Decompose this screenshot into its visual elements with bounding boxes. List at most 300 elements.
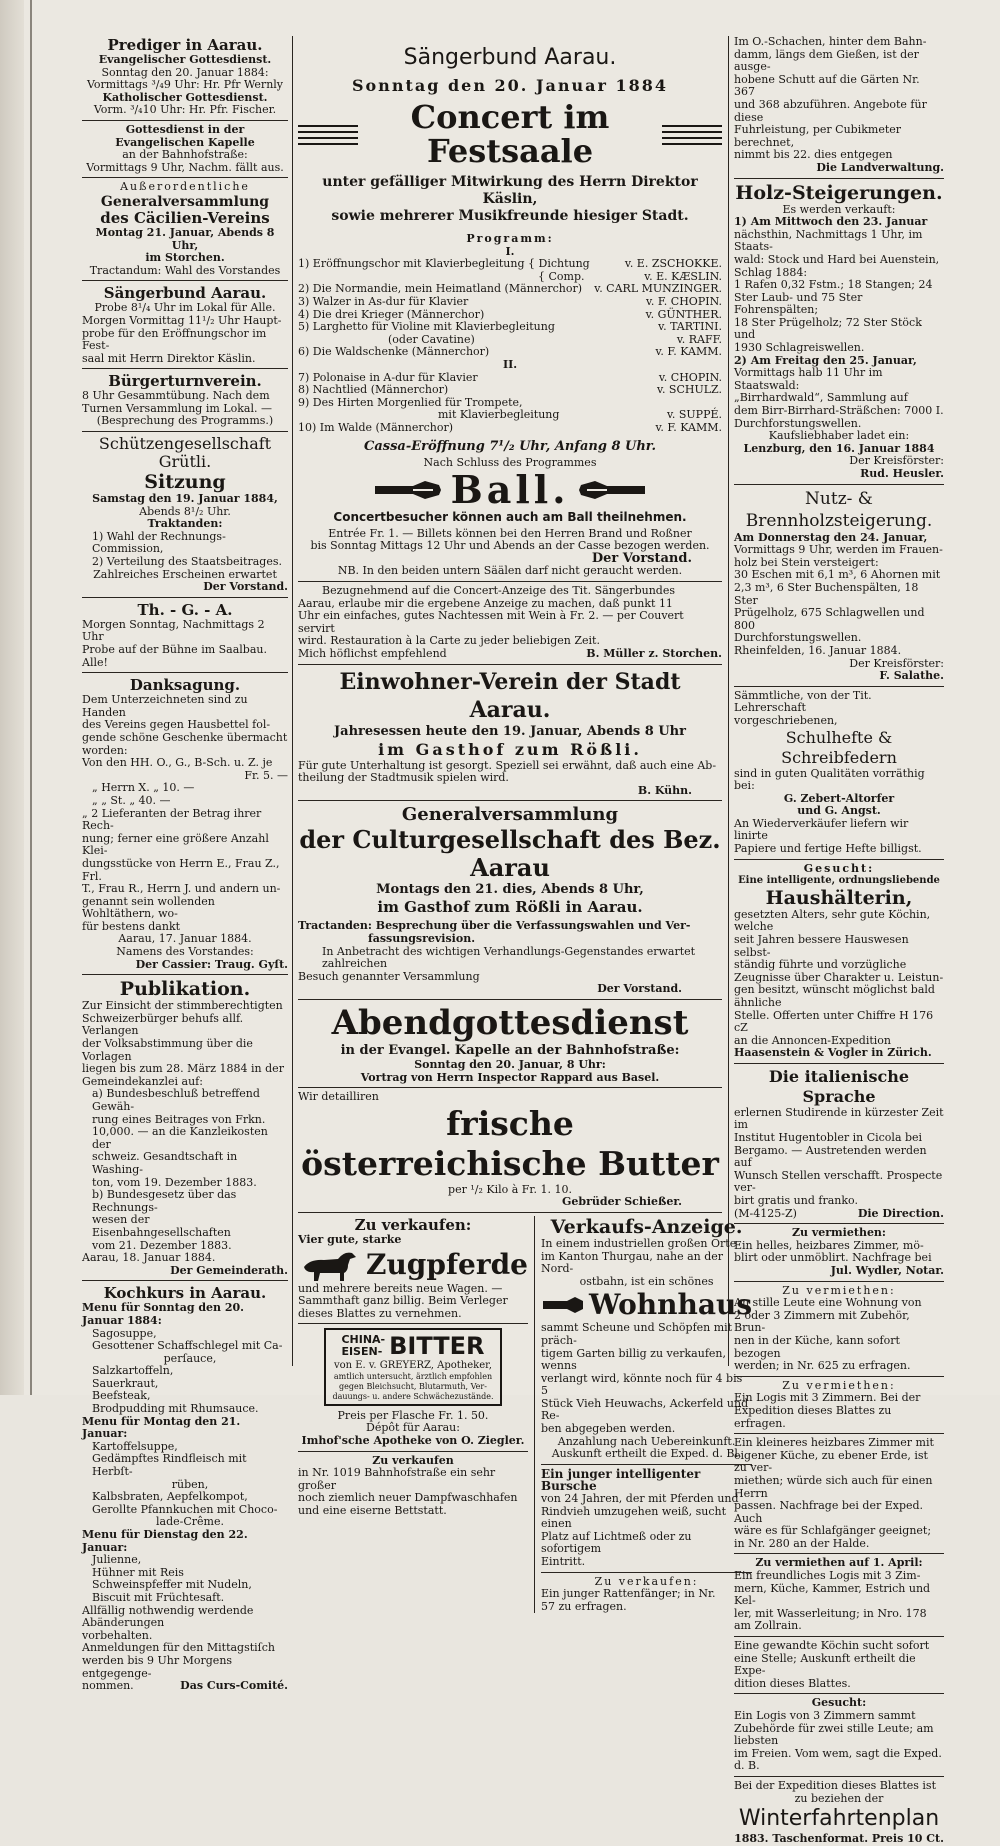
program-item-composer: v. E. KÆSLIN. xyxy=(644,269,722,283)
ad-line: Ster Laub- und 75 Ster Fohrenspälten; xyxy=(734,290,863,317)
ad-line: Ein Logis mit 3 Zimmern. Bei der xyxy=(734,1391,921,1405)
page-binding-edge xyxy=(0,0,24,1395)
ad-line: zu beziehen der xyxy=(794,1791,884,1805)
ad-line: dungsstücke von Herrn E., Frau Z., Frl. xyxy=(82,856,280,883)
ad-line: ben abgegeben werden. xyxy=(540,1422,676,1436)
menu-heading: Menu für Dienstag den 22. Januar: xyxy=(82,1528,248,1554)
ad-line: Aarau, 18. Januar 1884. xyxy=(82,1251,216,1265)
ad-line: Von den HH. O., G., B-Sch. u. Z. je xyxy=(82,756,273,770)
ad-line: Kaufsliebhaber ladet ein: xyxy=(768,429,910,443)
ad-line: damm, längs dem Gießen, ist der ausge- xyxy=(734,47,919,74)
ad-line: Vier gute, starke xyxy=(298,1232,402,1246)
program-item-title: 5) Larghetto für Violine mit Klavierbegleitung xyxy=(298,320,555,334)
program-item-composer: v. SCHULZ. xyxy=(657,383,722,397)
ad-line: im Storchen. xyxy=(145,251,225,265)
ad-line: wald: Stock und Hard bei Auenstein, xyxy=(734,252,940,266)
ad-line: dauungs- u. andere Schwächezustände. xyxy=(332,1391,494,1401)
menu-item: Brodpudding mit Rhumsauce. xyxy=(92,1402,259,1416)
ad-culturgesellschaft xyxy=(298,804,722,996)
ad-line: und eine eiserne Bettstatt. xyxy=(298,1503,447,1517)
program-item xyxy=(298,422,722,435)
ad-line: Montag 21. Januar, Abends 8 Uhr, xyxy=(95,225,275,252)
ad-line: (M-4125-Z) xyxy=(734,1206,797,1220)
ad-storchen xyxy=(298,585,722,661)
menu-items-sunday xyxy=(82,1328,288,1416)
ad-title: Generalversammlung xyxy=(401,804,619,826)
ad-line: amtlich untersucht, ärztlich empfohlen xyxy=(333,1371,493,1381)
program-item-composer: v. E. ZSCHOKKE. xyxy=(624,257,722,271)
ad-line: Jahresessen heute den 19. Januar, Abends 8 Uhr xyxy=(334,723,686,739)
ad-bursche xyxy=(541,1468,752,1569)
ad-line: Tractandum: Wahl des Vorstandes xyxy=(89,263,281,277)
ad-line: Concertbesucher können auch am Ball theilnehmen. xyxy=(333,510,687,525)
menu-heading: Menu für Sonntag den 20. Januar 1884: xyxy=(82,1301,245,1327)
ad-line: Am Donnerstag den 24. Januar, xyxy=(734,530,928,544)
ad-line: mern, Küche, Kammer, Estrich und Kel- xyxy=(734,1581,931,1608)
ad-line: Ein Logis von 3 Zimmern sammt xyxy=(734,1709,916,1722)
ad-concert xyxy=(298,44,722,578)
ad-line: Der Kreisförster: xyxy=(849,656,944,670)
menu-item: perſauce, xyxy=(163,1351,217,1365)
concert-title: Concert im Festsaale xyxy=(410,98,610,170)
ad-line: Turnen Versammlung im Lokal. — xyxy=(82,401,272,415)
ad-signature: Der Vorstand. xyxy=(203,580,288,594)
ad-line: in der Evangel. Kapelle an der Bahnhofstraße: xyxy=(340,1042,680,1058)
ad-line: vom 21. Dezember 1883. xyxy=(92,1238,232,1252)
ad-line: und G. Angst. xyxy=(797,804,881,818)
ad-line: 18 Ster Prügelholz; 72 Ster Stöck und xyxy=(734,315,922,342)
ad-line: Durchforstungswellen. xyxy=(734,631,862,645)
ad-winterfahrtenplan xyxy=(734,1780,944,1846)
ad-line: Vormittags 9 Uhr, Nachm. fällt aus. xyxy=(86,160,284,174)
ad-line: nächsthin, Nachmittags 1 Uhr, im Staats- xyxy=(734,227,923,254)
ad-butter xyxy=(298,1091,722,1209)
ad-line: ostbahn, ist ein schönes xyxy=(579,1274,714,1288)
ad-line: Probe 8¹/₄ Uhr im Lokal für Alle. xyxy=(94,301,276,315)
ad-line: Der Kreisförster: xyxy=(849,454,944,468)
ad-line: Sonntag den 20. Januar 1884: xyxy=(101,65,269,79)
ad-line: Zubehörde für zwei stille Leute; am liebsten xyxy=(734,1721,934,1748)
ad-line: Anmeldungen für den Mittagstiſch xyxy=(82,1641,275,1655)
ad-title: Kochkurs in Aarau. xyxy=(103,1284,267,1303)
ad-line: 1) Wahl der Rechnungs-Commission, xyxy=(92,529,226,556)
ad-line: Lenzburg, den 16. Januar 1884 xyxy=(743,441,935,455)
ad-title: Zu vermiethen: xyxy=(782,1283,896,1297)
ad-footer xyxy=(298,648,722,661)
ad-line: dition dieses Blattes. xyxy=(734,1676,851,1690)
menu-item: Schweinspfeffer mit Nudeln, xyxy=(92,1578,252,1592)
ad-line: Ein helles, heizbares Zimmer, mö- xyxy=(734,1238,924,1252)
ad-line: für bestens dankt xyxy=(82,919,181,933)
ad-line: Morgen Vormittag 11¹/₂ Uhr Haupt- xyxy=(82,313,282,327)
ad-line: „ Herrn X. „ 10. — xyxy=(92,781,195,795)
program-item-title: 9) Des Hirten Morgenlied für Trompete, xyxy=(298,395,523,409)
ad-line: am Zollrain. xyxy=(734,1619,802,1633)
ad-line: Ein junger Rattenfänger; in Nr. xyxy=(540,1587,716,1601)
ad-line: gegen Bleichsucht, Blutarmuth, Ver- xyxy=(339,1381,487,1391)
program-item-title: 3) Walzer in As-dur für Klavier xyxy=(298,294,469,308)
program-item-composer: v. CARL MUNZINGER. xyxy=(594,282,722,296)
ad-title: Zugpferde xyxy=(366,1247,528,1281)
ad-line: 8 Uhr Gesammtübung. Nach dem xyxy=(82,389,270,403)
ad-title: Zu vermiethen auf 1. April: xyxy=(755,1556,923,1570)
bitter-brand xyxy=(328,1332,498,1360)
ad-line: nimmt bis 22. dies entgegen xyxy=(734,148,893,162)
ad-line: „Birrhardwald“, Sammlung auf xyxy=(734,391,908,405)
ad-line: Sonntag den 20. Januar 1884 xyxy=(351,76,669,95)
column-rule-1 xyxy=(292,36,293,1366)
ad-line: 2,3 m³, 6 Ster Buchenspälten, 18 Ster xyxy=(734,580,919,607)
ad-line: in Nr. 280 an der Halde. xyxy=(734,1536,870,1550)
ad-line: blirt oder unmöblirt. Nachfrage bei xyxy=(734,1251,932,1265)
ad-title: frische österreichische Butter xyxy=(301,1103,719,1183)
ad-line: sowie mehrerer Musikfreunde hiesiger Stadt. xyxy=(331,208,689,224)
ad-signature: Der Vorstand. xyxy=(597,982,682,996)
ad-title: Zu verkaufen: xyxy=(354,1215,472,1234)
ad-line: Schweizerbürger behufs allf. Verlangen xyxy=(82,1011,244,1038)
ad-line: der Volksabstimmung über die Vorlagen xyxy=(82,1037,253,1063)
ad-kleines-zimmer xyxy=(734,1437,944,1550)
ad-title: Winterfahrtenplan xyxy=(738,1806,940,1832)
ad-title: Publikation. xyxy=(119,978,251,1001)
ad-line: Imhof'sche Apotheke von O. Ziegler. xyxy=(301,1434,525,1447)
ad-einwohnerverein xyxy=(298,668,722,798)
ad-line: Vormittags halb 11 Uhr im Staatswald: xyxy=(734,366,883,392)
menu-items-tuesday xyxy=(82,1554,288,1604)
ad-title: Zu vermiethen: xyxy=(782,1378,896,1392)
bottom-ads-row xyxy=(298,1215,753,1613)
menu-item: Sagosuppe, xyxy=(92,1326,157,1340)
ad-line: (Besprechung des Programms.) xyxy=(96,414,274,428)
ad-koechin xyxy=(734,1640,944,1690)
ad-line: 1930 Schlagreiswellen. xyxy=(734,341,865,355)
ad-signature: Die Landverwaltung. xyxy=(816,160,944,174)
ad-signature: B. Müller z. Storchen. xyxy=(586,647,722,661)
ad-line: holz bei Stein versteigert: xyxy=(734,555,879,569)
program-part: I. xyxy=(505,244,515,258)
ad-holzsteigerungen xyxy=(734,182,944,481)
program-item-title: (oder Cavatine) xyxy=(388,332,475,346)
ad-line: theilung der Stadtmusik spielen wird. xyxy=(298,771,509,785)
ad-line: Es werden verkauft: xyxy=(782,202,896,216)
decorative-rule-right xyxy=(662,120,722,148)
ad-line: im Gasthof zum Rößli. xyxy=(378,739,642,759)
ad-title: Haushälterin, xyxy=(765,886,913,909)
ad-prediger xyxy=(82,36,288,174)
bottom-ads-left xyxy=(298,1216,528,1613)
ad-line: Vormittags 9 Uhr, werden im Frauen- xyxy=(734,543,943,557)
ad-nutzholz xyxy=(734,488,944,683)
ad-title: Zu verkaufen: xyxy=(594,1574,699,1588)
ad-line: Dépôt für Aarau: xyxy=(366,1421,460,1435)
ad-signature: Rud. Heusler. xyxy=(860,467,944,480)
menu-item: Salzkartoffeln, xyxy=(92,1364,174,1378)
ad-danksagung xyxy=(82,676,288,971)
menu-item: rüben, xyxy=(171,1477,209,1491)
program-item-title: 10) Im Walde (Männerchor) xyxy=(298,420,453,434)
ad-title: Zu vermiethen: xyxy=(792,1226,886,1240)
program-item-title: 7) Polonaise in A-dur für Klavier xyxy=(298,370,478,384)
menu-item: Beefsteak, xyxy=(92,1389,151,1403)
ad-line: erlernen Studirende in kürzester Zeit im xyxy=(734,1105,944,1132)
program-item-title: 1) Eröffnungschor mit Klavierbegleitung { Dichtung xyxy=(298,257,590,271)
ad-line: saal mit Herrn Direktor Käslin. xyxy=(82,351,256,365)
ad-line: NB. In den beiden untern Säälen darf nicht geraucht werden. xyxy=(337,564,683,578)
ad-line: werden bis 9 Uhr Morgens entgegenge- xyxy=(82,1653,233,1680)
ad-line: Außerordentliche xyxy=(120,180,250,194)
ad-line: Preis per Flasche Fr. 1. 50. xyxy=(337,1408,489,1422)
ad-line: 2) Verteilung des Staatsbeitrages. xyxy=(92,555,282,569)
ad-line: Namens des Vorstandes: xyxy=(116,945,254,959)
ad-line: an die Annoncen-Expedition xyxy=(734,1033,891,1047)
ad-line: per ¹/₂ Kilo à Fr. 1. 10. xyxy=(448,1182,572,1196)
ad-line: Im O.-Schachen, hinter dem Bahn- xyxy=(734,35,927,48)
ad-zugpferde xyxy=(298,1216,528,1320)
ad-line: birt gratis und franko. xyxy=(734,1194,858,1208)
menu-item: Julienne, xyxy=(92,1553,142,1567)
ad-line: des Vereins gegen Hausbettel fol- xyxy=(82,718,271,732)
ad-title: Die italienische Sprache xyxy=(768,1066,910,1106)
ad-title: Schützengesellschaft Grütli. xyxy=(98,434,272,472)
ad-line: nommen. xyxy=(82,1679,134,1693)
ad-title: Sitzung xyxy=(144,471,226,494)
ad-line: ton, vom 19. Dezember 1883. xyxy=(92,1175,257,1189)
program-item-composer: v. SUPPÉ. xyxy=(666,408,722,422)
menu-item: Biscuit mit Früchtesaft. xyxy=(92,1590,225,1604)
ad-title: Gesucht: xyxy=(811,1696,867,1710)
zugpferde-banner xyxy=(298,1247,528,1283)
ad-line: werden; in Nr. 625 zu erfragen. xyxy=(734,1359,911,1373)
program-item xyxy=(298,296,722,309)
ad-line: Platz auf Lichtmeß oder zu sofortigem xyxy=(540,1529,692,1556)
ad-rattenfaenger xyxy=(541,1576,752,1614)
ad-line: Sammthaft ganz billig. Beim Verleger xyxy=(298,1294,508,1308)
ad-line: hobene Schutt auf die Gärten Nr. 367 xyxy=(734,72,920,99)
ad-line: schweiz. Gesandtschaft in Washing- xyxy=(92,1150,238,1176)
ad-line: Institut Hugentobler in Cicola bei xyxy=(734,1131,923,1145)
ad-line: bis Sonntag Mittags 12 Uhr und Abends an der Casse bezogen werden. xyxy=(310,539,710,553)
ad-title: des Cäcilien-Vereins xyxy=(100,208,270,227)
program-item-title: mit Klavierbegleitung xyxy=(438,408,560,422)
ad-line: nen in der Küche, kann sofort bezogen xyxy=(734,1333,900,1360)
concert-banner xyxy=(298,100,722,168)
ad-line: G. Zebert-Altorfer xyxy=(783,791,895,805)
ad-subhead: Katholischer Gottesdienst. xyxy=(102,90,268,104)
ad-line: Gemeindekanzlei auf: xyxy=(82,1074,203,1088)
ad-line: Papiere und fertige Hefte billigst. xyxy=(734,842,922,856)
ad-line: eigener Küche, zu ebener Erde, ist zu ver- xyxy=(734,1448,928,1475)
ad-line: miethen; würde sich auch für einen Herrn xyxy=(734,1473,933,1500)
ad-line: Eine intelligente, ordnungsliebende xyxy=(738,875,940,887)
ad-signature: Das Curs-Comité. xyxy=(180,1679,288,1693)
program-item-composer: v. F. KAMM. xyxy=(655,420,722,434)
ad-title: Danksagung. xyxy=(129,676,241,695)
ad-subhead: Gottesdienst in der Evangelischen Kapelle xyxy=(115,122,255,149)
menu-item: Kartoffelsuppe, xyxy=(92,1439,178,1453)
program-item-composer: v. RAFF. xyxy=(676,332,722,346)
ad-line: T., Frau R., Herrn J. und andern un- xyxy=(82,882,281,896)
ad-line: unter gefälliger Mitwirkung des Herrn Direktor Käslin, xyxy=(322,174,698,207)
ad-line: tigem Garten billig zu verkaufen, wenns xyxy=(540,1346,726,1373)
ad-line: 1883. Taschenformat. Preis 10 Ct. xyxy=(734,1832,944,1846)
ad-line: Dem Unterzeichneten sind zu Handen xyxy=(82,693,248,719)
ad-line: Vortrag von Herrn Inspector Rappard aus Basel. xyxy=(360,1070,660,1084)
program-item-composer: v. F. KAMM. xyxy=(655,345,722,359)
program-item xyxy=(298,384,722,397)
ad-vermiethen-zimmer xyxy=(734,1227,944,1277)
ad-line: 2 oder 3 Zimmern mit Zubehör, Brun- xyxy=(734,1308,910,1335)
ad-line: Wunsch Stellen verschafft. Prospecte ver- xyxy=(734,1168,943,1195)
ad-title: Abendgottesdienst xyxy=(331,1002,689,1043)
ad-line: 30 Eschen mit 6,1 m³, 6 Ahornen mit xyxy=(734,568,941,582)
program-part-2-list xyxy=(298,372,722,435)
program-item-title: 8) Nachtlied (Männerchor) xyxy=(298,383,449,397)
ad-line: Probe auf der Bühne im Saalbau. Alle! xyxy=(82,643,267,669)
program-heading: Programm: xyxy=(466,232,554,245)
ad-line: 10,000. — an die Kanzleikosten der xyxy=(92,1125,268,1151)
ad-line: gende schöne Geschenke übermacht worden: xyxy=(82,730,288,757)
ad-line: Vorm. ³/₄10 Uhr: Hr. Pfr. Fischer. xyxy=(93,103,277,117)
ad-line: gen besitzt, wünscht möglichst bald ähnliche xyxy=(734,983,935,1009)
ad-abendgottesdienst xyxy=(298,1003,722,1084)
menu-item: Sauerkraut, xyxy=(92,1376,159,1390)
ad-vermiethen-april xyxy=(734,1557,944,1633)
ad-line: ständig führte und vorzügliche xyxy=(734,958,907,972)
program-item-composer: v. F. CHOPIN. xyxy=(645,294,722,308)
ad-line: genannt sein wollenden Wohltäthern, wo- xyxy=(82,894,215,921)
ad-title: Wohnhaus xyxy=(588,1288,753,1322)
ad-line: Abends 8¹/₂ Uhr. xyxy=(139,504,231,518)
menu-item: Gedämpftes Rindfleisch mit Herbſt- xyxy=(92,1452,247,1479)
ad-title: Sängerbund Aarau. xyxy=(103,284,267,303)
ad-line: Samstag den 19. Januar 1884, xyxy=(92,492,278,506)
ad-line: liegen bis zum 28. März 1884 in der xyxy=(82,1062,284,1076)
column-rule-2 xyxy=(728,36,729,1366)
ad-line: nung; ferner eine größere Anzahl Klei- xyxy=(82,831,269,858)
ad-line: seit Jahren bessere Hauswesen selbst- xyxy=(734,932,909,959)
ad-title: Prediger in Aarau. xyxy=(107,36,263,54)
ad-line: Fr. 5. — xyxy=(244,768,288,782)
ad-line: von E. v. GREYERZ, Apotheker, xyxy=(333,1360,492,1372)
pointing-hand-icon xyxy=(541,1294,585,1316)
ad-schulhefte xyxy=(734,690,944,856)
ad-line: In Anbetracht des wichtigen Verhandlungs-Gegenstandes erwartet zahlreichen xyxy=(322,944,696,971)
program-item-title: 4) Die drei Krieger (Männerchor) xyxy=(298,307,485,321)
ad-signature: F. Salathe. xyxy=(879,669,944,683)
right-column xyxy=(734,35,944,1846)
ad-line: Fuhrleistung, per Cubikmeter berechnet, xyxy=(734,123,902,149)
ad-line: wesen der Eisenbahngesellschaften xyxy=(92,1213,231,1239)
menu-items-monday xyxy=(82,1441,288,1529)
ad-title: Ein junger intelligenter Bursche xyxy=(540,1466,701,1494)
ad-line: gesetzten Alters, sehr gute Köchin, welche xyxy=(734,907,931,934)
ad-line: Auskunft ertheilt die Exped. d. Bl. xyxy=(551,1447,742,1461)
menu-heading: Menu für Montag den 21. Januar: xyxy=(82,1414,241,1441)
ad-buergerturnverein xyxy=(82,372,288,428)
ad-line: an der Bahnhofstraße: xyxy=(122,148,248,162)
ad-title: der Culturgesellschaft des Bez. Aarau xyxy=(299,825,721,883)
ad-bahnhofstrasse xyxy=(298,1455,528,1518)
ad-signature: Gebrüder Schießer. xyxy=(562,1195,682,1209)
ad-line: „ 2 Lieferanten der Betrag ihrer Rech- xyxy=(82,806,262,833)
ad-tga xyxy=(82,601,288,669)
menu-item: Kalbsbraten, Aepfelkompot, xyxy=(92,1490,248,1504)
ad-footer xyxy=(82,1680,288,1693)
wohnhaus-banner xyxy=(541,1288,752,1322)
ad-line: sammt Scheune und Schöpfen mit präch- xyxy=(540,1321,733,1347)
program-item-composer: v. TARTINI. xyxy=(658,320,722,334)
menu-item: Gesottener Schaffschlegel mit Ca- xyxy=(92,1339,283,1353)
ad-line: 1 Rafen 0,32 Fstm.; 18 Stangen; 24 xyxy=(734,278,933,292)
ad-line: dem Birr-Birrhard-Sträßchen: 7000 I. xyxy=(734,404,944,418)
program-part: II. xyxy=(502,357,518,371)
ad-subhead: Traktanden: xyxy=(147,517,223,531)
ad-subhead: Evangelischer Gottesdienst. xyxy=(98,53,272,66)
ad-landverwaltung xyxy=(734,36,944,175)
ad-line: Haasenstein & Vogler in Zürich. xyxy=(734,1046,932,1060)
ad-kochkurs xyxy=(82,1284,288,1692)
ad-line: verlangt wird, könnte noch für 4 bis 5 xyxy=(540,1371,743,1398)
ad-line: 57 zu erfragen. xyxy=(540,1599,627,1613)
program-item-composer: v. CHOPIN. xyxy=(658,370,722,384)
ad-line: Bei der Expedition dieses Blattes ist xyxy=(734,1778,937,1792)
ad-schuetzengesellschaft xyxy=(82,435,288,594)
ad-title: Sängerbund Aarau. xyxy=(403,45,617,70)
ad-line: Zahlreiches Erscheinen erwartet xyxy=(93,567,277,581)
ad-line: Entrée Fr. 1. — Billets können bei den Herren Brand und Roßner xyxy=(328,526,692,540)
ad-line: Vormittags ³/₄9 Uhr: Hr. Pfr Wernly xyxy=(86,78,284,92)
ad-line: ler, mit Wasserleitung; in Nro. 178 xyxy=(734,1606,927,1620)
ad-line: im Gasthof zum Rößli in Aarau. xyxy=(377,898,643,917)
brand-line: EISEN- xyxy=(341,1345,383,1359)
ad-title: Bürgerturnverein. xyxy=(108,372,262,391)
horse-icon xyxy=(298,1247,362,1283)
pointing-hand-icon xyxy=(577,477,647,503)
bitter-label xyxy=(324,1328,502,1406)
menu-item: Hühner mit Reis xyxy=(92,1565,184,1579)
program-item-title: { Comp. xyxy=(538,269,585,283)
ad-line: Schlag 1884: xyxy=(734,265,808,279)
ad-vermiethen-logis xyxy=(734,1380,944,1430)
ad-line: noch ziemlich neuer Dampfwaschhafen xyxy=(298,1491,518,1505)
ad-line: An Wiederverkäufer liefern wir linirte xyxy=(734,816,909,843)
ad-line: Sämmtliche, von der Tit. Lehrerschaft xyxy=(734,688,872,715)
ad-line: Nach Schluss des Programmes xyxy=(423,455,597,469)
ad-line: Durchforstungswellen. xyxy=(734,416,862,430)
bitter-brand-prefix xyxy=(341,1334,385,1358)
ad-title: Schulhefte & Schreibfedern xyxy=(781,727,897,767)
ad-line: Uhr ein einfaches, gutes Nachtessen mit Wein à Fr. 2. — per Couvert servirt xyxy=(298,609,684,635)
ad-publikation xyxy=(82,978,288,1277)
ad-line: Ein freundliches Logis mit 3 Zim- xyxy=(734,1569,921,1583)
ad-line: von 24 Jahren, der mit Pferden und xyxy=(540,1492,739,1506)
ad-line: Eintritt. xyxy=(540,1555,586,1568)
ad-line: im Kanton Thurgau, nahe an der Nord- xyxy=(540,1249,724,1276)
program-part-1-list xyxy=(298,258,722,359)
ad-gesucht-logis xyxy=(734,1697,944,1773)
ad-line: Zur Einsicht der stimmberechtigten xyxy=(82,999,283,1013)
ad-line: Wir detailliren xyxy=(298,1090,379,1104)
ad-line: probe für den Eröffnungschor im Fest- xyxy=(82,326,267,353)
menu-item: Gerollte Pfannkuchen mit Choco- xyxy=(92,1502,278,1516)
ball-title: Ball. xyxy=(450,467,570,513)
ad-line: 1) Am Mittwoch den 23. Januar xyxy=(734,215,928,229)
ad-line: Stelle. Offerten unter Chiffre H 176 cZ xyxy=(734,1008,934,1035)
ad-line: 2) Am Freitag den 25. Januar, xyxy=(734,353,917,367)
ad-title: Zu verkaufen xyxy=(372,1453,454,1467)
ad-line: dieses Blattes zu vernehmen. xyxy=(298,1306,462,1320)
ad-verkaufs-anzeige xyxy=(541,1216,752,1461)
